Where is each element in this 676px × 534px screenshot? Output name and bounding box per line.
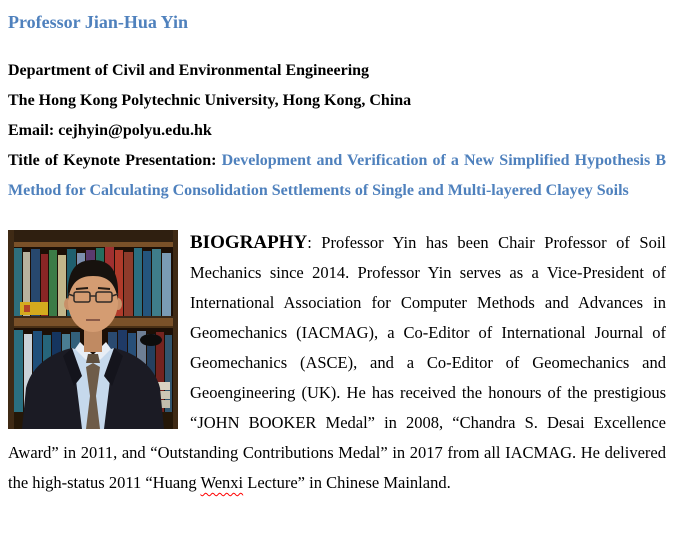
keynote-title-text: Development and Verification of a New Simplified Hypothesis B Method for Calculating Consolidation Settlements of Single and Multi-layered Clayey Soils [8,152,666,199]
university-line: The Hong Kong Polytechnic University, Hong Kong, China [8,92,412,109]
misspelled-word-wenxi: Wenxi [200,473,244,492]
professor-photo [8,230,178,429]
biography-text-end: Lecture” in Chinese Mainland. [243,473,451,492]
department-line: Department of Civil and Environmental Engineering [8,62,370,79]
email-line: Email: cejhyin@polyu.edu.hk [8,122,212,139]
biography-section [8,228,666,498]
professor-name: Professor Jian-Hua Yin [8,12,189,32]
keynote-title-paragraph [8,146,666,206]
keynote-title-label: Title of Keynote Presentation: [8,152,222,169]
professor-photo-illustration [8,230,178,429]
biography-label: BIOGRAPHY [190,232,308,253]
biography-text-main: : Professor Yin has been Chair Professor of Soil Mechanics since 2014. Professor Yin serves as a Vice-President of International Association for Computer Methods and Advances in Geomechanics (IACMAG), a Co-Editor of International Journal of Geomechanics (ASCE), and a Co-Editor of Geomechanics and Geoengineering (UK). He has received the honours of the prestigious “JOHN BOOKER Medal” in 2008, “Chandra S. Desai Excellence Award” in 2011, and “Outstanding Contributions Medal” in 2017 from all IACMAG. He delivered the high-status 2011 “Huang [8,233,666,492]
